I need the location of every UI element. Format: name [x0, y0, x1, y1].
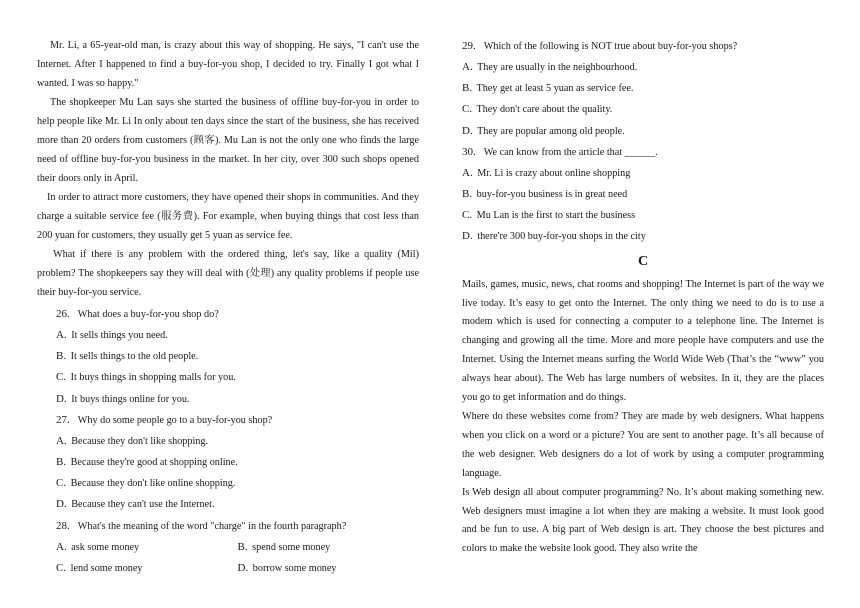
passage-paragraph-3: In order to attract more customers, they have opened their shops in communities. And they charge a suitable service fee (服务费). For example, when buying things that cost less than 200 yuan for customers, they usually get 5 yuan as service fee. — [37, 192, 419, 241]
right-column — [462, 36, 824, 559]
option-c: C. It buys things in shopping malls for you. — [56, 371, 236, 384]
question-number: 28. — [56, 519, 70, 532]
option-b: B. spend some money — [237, 540, 331, 553]
option-a: A. ask some money — [56, 540, 140, 553]
option-d: D. borrow some money — [237, 561, 337, 574]
option-d: D. Because they can't use the Internet. — [56, 498, 215, 511]
question-text: Why do some people go to a buy-for-you shop? — [77, 414, 273, 426]
option-c: C. They don't care about the quality. — [462, 103, 613, 116]
passage-paragraph-2: The shopkeeper Mu Lan says she started the business of offline buy-for-you in order to help people like Mr. Li In only about ten days since the start of the business, she has received more than 20 orders from customers (顾客). Mu Lan is not the only one who finds the large need of offline buy-for-you business in the market. In her city, over 300 such shops opened their doors only in April. — [37, 97, 419, 184]
option-c: C. Mu Lan is the first to start the business — [462, 209, 636, 222]
question-26 — [37, 304, 419, 410]
question-28 — [37, 516, 419, 579]
option-a: A. Mr. Li is crazy about online shopping — [462, 166, 631, 179]
left-column — [37, 36, 419, 579]
question-number: 26. — [56, 308, 70, 320]
option-b: B. It sells things to the old people. — [56, 350, 199, 363]
option-b: B. Because they're good at shopping online. — [56, 456, 238, 469]
option-d: D. It buys things online for you. — [56, 392, 190, 405]
option-b: B. buy-for-you business is in great need — [462, 188, 628, 201]
question-text: We can know from the article that ______. — [483, 146, 658, 158]
option-a: A. Because they don't like shopping. — [56, 434, 209, 447]
option-row — [37, 537, 419, 558]
question-number: 27. — [56, 413, 70, 426]
passage-c-paragraph-3: Is Web design all about computer programming? No. It’s about making something new. Web designers must imagine a lot when they are making a website. It must look good and be fun to use. A big part of Web design is art. They choose the best pictures and colors to make the website look good. They also write the — [462, 486, 824, 555]
passage-paragraph-4: What if there is any problem with the ordered thing, let's say, like a quality (Mil) problem? The shopkeepers say they will deal with (处理) any quality problems if people use their buy-for-you service. — [37, 249, 419, 298]
option-d: D. They are popular among old people. — [462, 124, 625, 137]
question-text: Which of the following is NOT true about buy-for-you shops? — [483, 41, 738, 52]
question-number: 30. — [462, 145, 476, 158]
option-a: A. It sells things you need. — [56, 329, 168, 341]
question-stem — [37, 516, 419, 537]
passage-c-paragraph-1: Mails, games, music, news, chat rooms and shopping! The Internet is part of the way we live today. It’s easy to get onto the Internet. The only thing we need to do is to use a modem which is used for connecting a computer to a telephone line. The Internet is changing and growing all the time. More and more people have computers and use the Internet. Using the Internet means surfing the World Wide Web (That’s the “www” you always hear about). The Web has large numbers of websites. In it, they are the places you go to get information and do things. — [462, 278, 824, 404]
question-number: 29. — [462, 40, 476, 52]
question-27 — [37, 410, 419, 516]
option-c: C. lend some money — [56, 561, 143, 574]
passage-paragraph-1: Mr. Li, a 65-year-old man, is crazy about this way of shopping. He says, "I can't use the Internet. After I happened to find a buy-for-you shop, I decided to try. Finally I got what I wanted. I was so happy." — [37, 40, 419, 89]
question-text: What does a buy-for-you shop do? — [77, 309, 219, 320]
question-stem — [37, 304, 419, 325]
question-29 — [462, 36, 824, 142]
question-30 — [462, 142, 824, 248]
option-b: B. They get at least 5 yuan as service fee. — [462, 82, 634, 95]
question-text: What's the meaning of the word "charge" in the fourth paragraph? — [77, 520, 347, 532]
option-c: C. Because they don't like online shopping. — [56, 477, 236, 490]
question-stem — [462, 142, 824, 163]
question-stem — [462, 36, 824, 57]
question-stem — [37, 410, 419, 431]
option-a: A. They are usually in the neighbourhood. — [462, 61, 638, 73]
option-row — [37, 558, 419, 579]
section-heading: C — [637, 253, 649, 269]
passage-c-paragraph-2: Where do these websites come from? They are made by web designers. What happens when you click on a word or a picture? You are sent to another page. It’s all because of the web designer. Web designers do a lot of work by using a computer programming language. — [462, 410, 824, 479]
option-d: D. there're 300 buy-for-you shops in the city — [462, 230, 646, 243]
